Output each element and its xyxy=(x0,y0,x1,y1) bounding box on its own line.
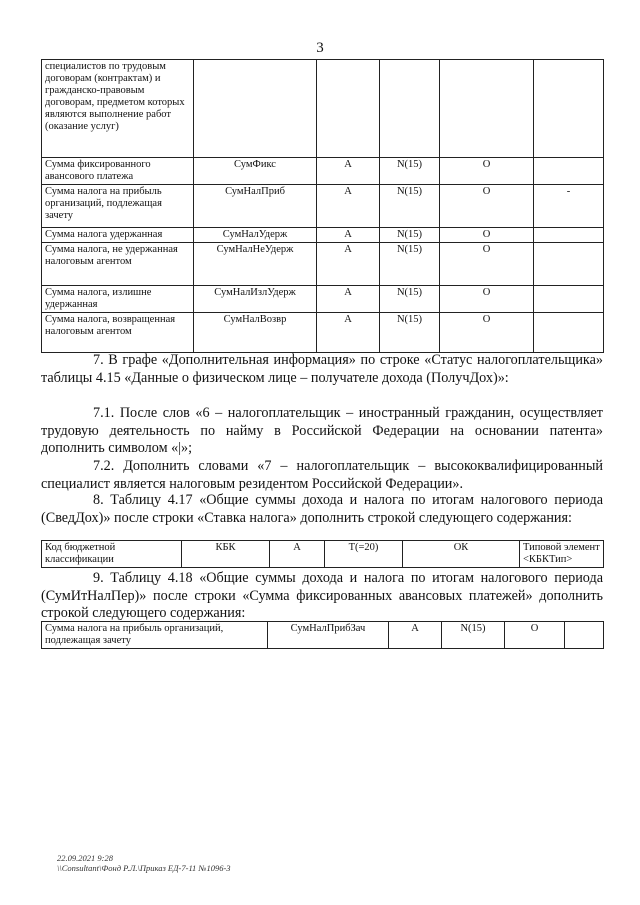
table-cell: СумНалУдерж xyxy=(194,228,317,243)
kbk-row-table xyxy=(41,540,604,568)
table-cell xyxy=(565,622,604,649)
table-row xyxy=(42,60,604,158)
table-cell xyxy=(534,158,604,185)
table-cell xyxy=(534,313,604,353)
paragraph-7-1: 7.1. После слов «6 – налогоплательщик – иностранный гражданин, осуществляет трудовую деятельность по найму в Российской Федерации на основании патента» дополнить символом «|»; xyxy=(41,405,603,457)
table-cell xyxy=(380,60,440,158)
table-cell xyxy=(440,60,534,158)
table-row xyxy=(42,158,604,185)
table-cell: N(15) xyxy=(442,622,505,649)
table-row xyxy=(42,313,604,353)
table-cell: T(=20) xyxy=(325,541,403,568)
table-cell: N(15) xyxy=(380,158,440,185)
table-row xyxy=(42,243,604,286)
table-cell: КБК xyxy=(182,541,270,568)
table-row xyxy=(42,185,604,228)
table-cell: N(15) xyxy=(380,313,440,353)
table-cell: А xyxy=(317,185,380,228)
paragraph-8: 8. Таблицу 4.17 «Общие суммы дохода и налога по итогам налогового периода (СведДох)» после строки «Ставка налога» дополнить строкой следующего содержания: xyxy=(41,492,603,526)
table-cell: N(15) xyxy=(380,243,440,286)
table-cell: А xyxy=(389,622,442,649)
table-cell: О xyxy=(505,622,565,649)
elements-table xyxy=(41,59,604,353)
page-number: 3 xyxy=(316,40,324,56)
table-cell: О xyxy=(440,228,534,243)
table-cell xyxy=(534,286,604,313)
table-cell: Сумма налога удержанная xyxy=(42,228,194,243)
table-cell xyxy=(534,228,604,243)
table-cell: N(15) xyxy=(380,228,440,243)
table-cell: Сумма налога на прибыль организаций, подлежащая зачету xyxy=(42,185,194,228)
table-cell: Типовой элемент <КБКТип> xyxy=(520,541,604,568)
table-cell: О xyxy=(440,243,534,286)
table-cell: Сумма налога, возвращенная налоговым агентом xyxy=(42,313,194,353)
table-cell: А xyxy=(317,228,380,243)
table-cell: Сумма налога, не удержанная налоговым агентом xyxy=(42,243,194,286)
table-cell: А xyxy=(317,158,380,185)
table-row xyxy=(42,541,604,568)
file-path: \\Consultant\Фонд Р.Л.\Приказ ЕД-7-11 №1096-3 xyxy=(57,863,231,873)
table-cell: О xyxy=(440,286,534,313)
table-row xyxy=(42,228,604,243)
table-cell: Сумма налога, излишне удержанная xyxy=(42,286,194,313)
table-cell: - xyxy=(534,185,604,228)
table-cell: N(15) xyxy=(380,185,440,228)
table-cell: Сумма фиксированного авансового платежа xyxy=(42,158,194,185)
table-cell xyxy=(534,243,604,286)
table-cell: СумНалИзлУдерж xyxy=(194,286,317,313)
table-cell xyxy=(534,60,604,158)
table-cell: О xyxy=(440,313,534,353)
table-cell: СумНалПрибЗач xyxy=(268,622,389,649)
paragraph-9: 9. Таблицу 4.18 «Общие суммы дохода и налога по итогам налогового периода (СумИтНалПер)» после строки «Сумма фиксированных авансовых платежей» дополнить строкой следующего содержания: xyxy=(41,570,603,622)
print-footer xyxy=(57,853,231,873)
profit-tax-row-table xyxy=(41,621,604,649)
table-row xyxy=(42,286,604,313)
table-cell: N(15) xyxy=(380,286,440,313)
table-cell: А xyxy=(317,243,380,286)
table-row xyxy=(42,622,604,649)
table-cell: Сумма налога на прибыль организаций, подлежащая зачету xyxy=(42,622,268,649)
paragraph-7: 7. В графе «Дополнительная информация» по строке «Статус налогоплательщика» таблицы 4.15 «Данные о физическом лице – получателе дохода (ПолучДох)»: xyxy=(41,352,603,386)
table-cell: ОК xyxy=(403,541,520,568)
print-timestamp: 22.09.2021 9:28 xyxy=(57,853,113,863)
table-cell: СумНалПриб xyxy=(194,185,317,228)
table-cell xyxy=(194,60,317,158)
table-cell: О xyxy=(440,185,534,228)
table-cell: О xyxy=(440,158,534,185)
paragraph-7-2: 7.2. Дополнить словами «7 – налогоплательщик – высококвалифицированный специалист является налоговым резидентом Российской Федерации». xyxy=(41,458,603,492)
table-cell: А xyxy=(317,286,380,313)
table-cell xyxy=(317,60,380,158)
table-cell: Код бюджетной классификации xyxy=(42,541,182,568)
table-cell: СумНалНеУдерж xyxy=(194,243,317,286)
table-cell: А xyxy=(317,313,380,353)
table-cell: А xyxy=(270,541,325,568)
table-cell: СумНалВозвр xyxy=(194,313,317,353)
table-cell: специалистов по трудовым договорам (контрактам) и гражданско-правовым договорам, предметом которых являются выполнение работ (оказание услуг) xyxy=(42,60,194,158)
table-cell: СумФикс xyxy=(194,158,317,185)
